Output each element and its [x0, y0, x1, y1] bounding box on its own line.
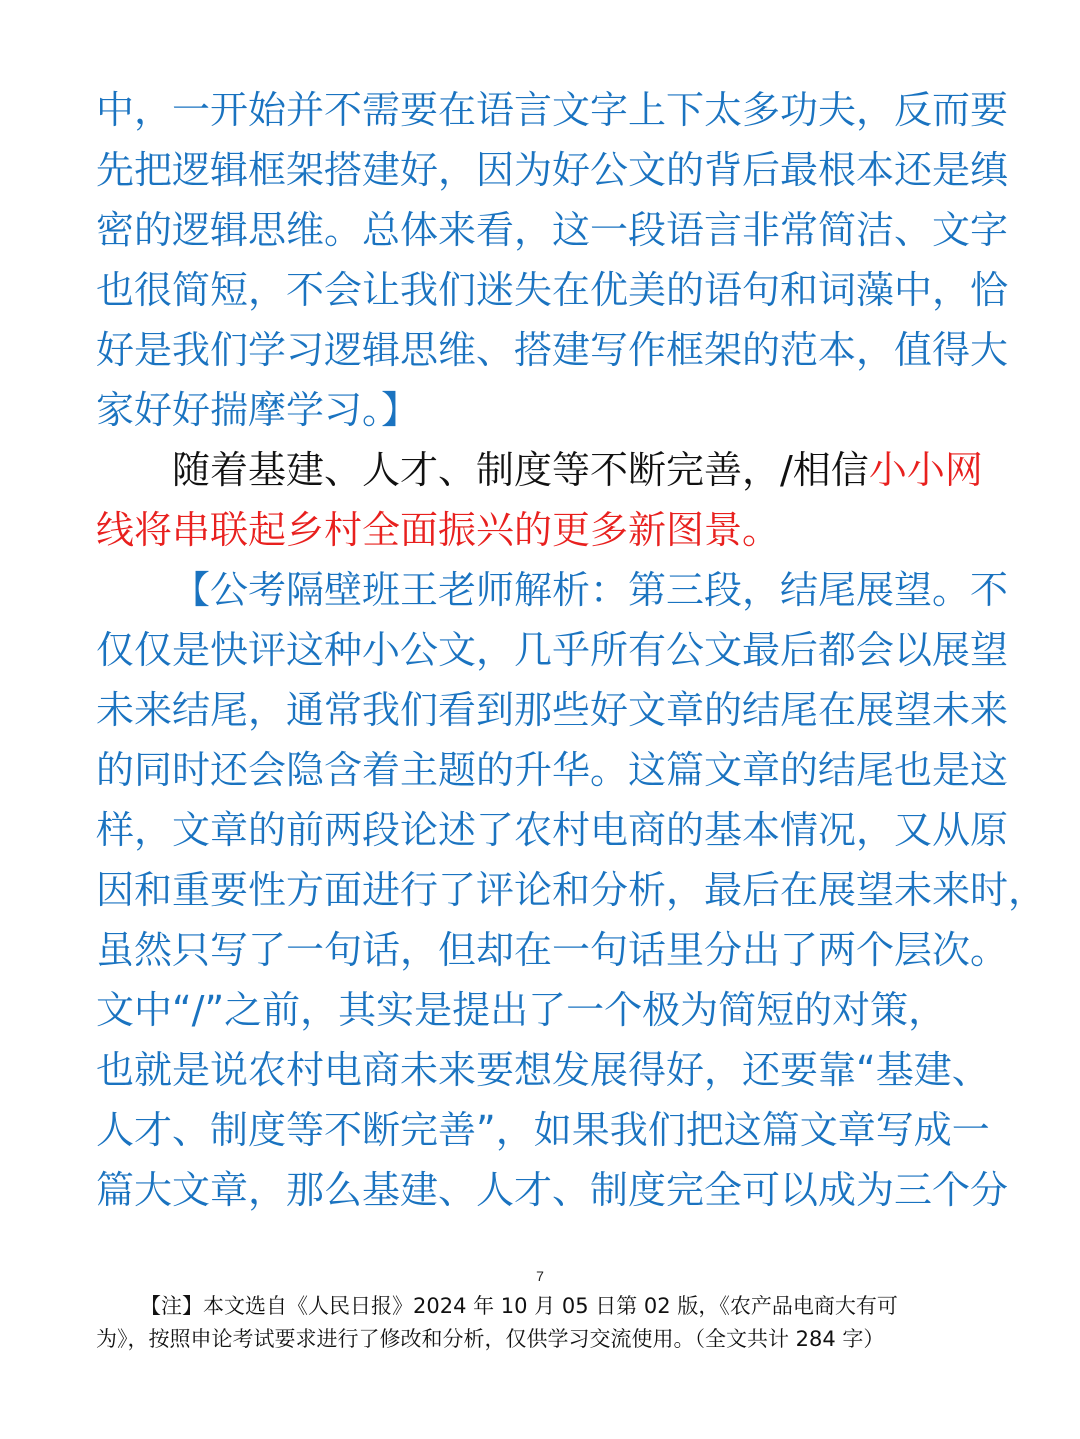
article-text-black: 随着基建、人才、制度等不断完善，/相信 — [172, 448, 869, 492]
text-line: 人才、制度等不断完善”，如果我们把这篇文章写成一 — [96, 1108, 990, 1152]
text-line: 样，文章的前两段论述了农村电商的基本情况，又从原 — [96, 808, 1009, 852]
analysis-paragraph-continued — [96, 80, 1009, 440]
text-line: 虽然只写了一句话，但却在一句话里分出了两个层次。 — [96, 928, 1009, 972]
page-number: 7 — [536, 1268, 544, 1284]
footnote-line: 为》，按照申论考试要求进行了修改和分析，仅供学习交流使用。（全文共计 284 字） — [96, 1327, 885, 1351]
text-line: 因和重要性方面进行了评论和分析，最后在展望未来时， — [96, 868, 1047, 912]
text-line: 也就是说农村电商未来要想发展得好，还要靠“基建、 — [96, 1048, 990, 1092]
text-line: 仅仅是快评这种小公文，几乎所有公文最后都会以展望 — [96, 628, 1009, 672]
text-line: 未来结尾，通常我们看到那些好文章的结尾在展望未来 — [96, 688, 1009, 732]
highlighted-text-red-line: 线将串联起乡村全面振兴的更多新图景。 — [96, 508, 781, 552]
text-line: 文中“/”之前，其实是提出了一个极为简短的对策， — [96, 988, 947, 1032]
text-line: 【公考隔壁班王老师解析：第三段，结尾展望。不 — [172, 568, 1009, 612]
text-line: 密的逻辑思维。总体来看，这一段语言非常简洁、文字 — [96, 208, 1009, 252]
analysis-paragraph-third — [96, 560, 1047, 1220]
article-paragraph-conclusion — [96, 440, 988, 560]
text-line: 好是我们学习逻辑思维、搭建写作框架的范本，值得大 — [96, 328, 1009, 372]
text-line: 中，一开始并不需要在语言文字上下太多功夫，反而要 — [96, 88, 1009, 132]
text-line: 家好好揣摩学习。】 — [96, 388, 420, 432]
text-line — [96, 440, 988, 500]
text-line: 也很简短，不会让我们迷失在优美的语句和词藻中，恰 — [96, 268, 1009, 312]
footnote — [96, 1290, 988, 1356]
highlighted-text-red: 小小网 — [868, 448, 983, 492]
footnote-line: 【注】本文选自《人民日报》2024 年 10 月 05 日第 02 版，《农产品电商大有可 — [140, 1294, 898, 1318]
text-line: 先把逻辑框架搭建好，因为好公文的背后最根本还是缜 — [96, 148, 1009, 192]
text-line: 的同时还会隐含着主题的升华。这篇文章的结尾也是这 — [96, 748, 1009, 792]
text-line: 篇大文章，那么基建、人才、制度完全可以成为三个分 — [96, 1168, 1009, 1212]
